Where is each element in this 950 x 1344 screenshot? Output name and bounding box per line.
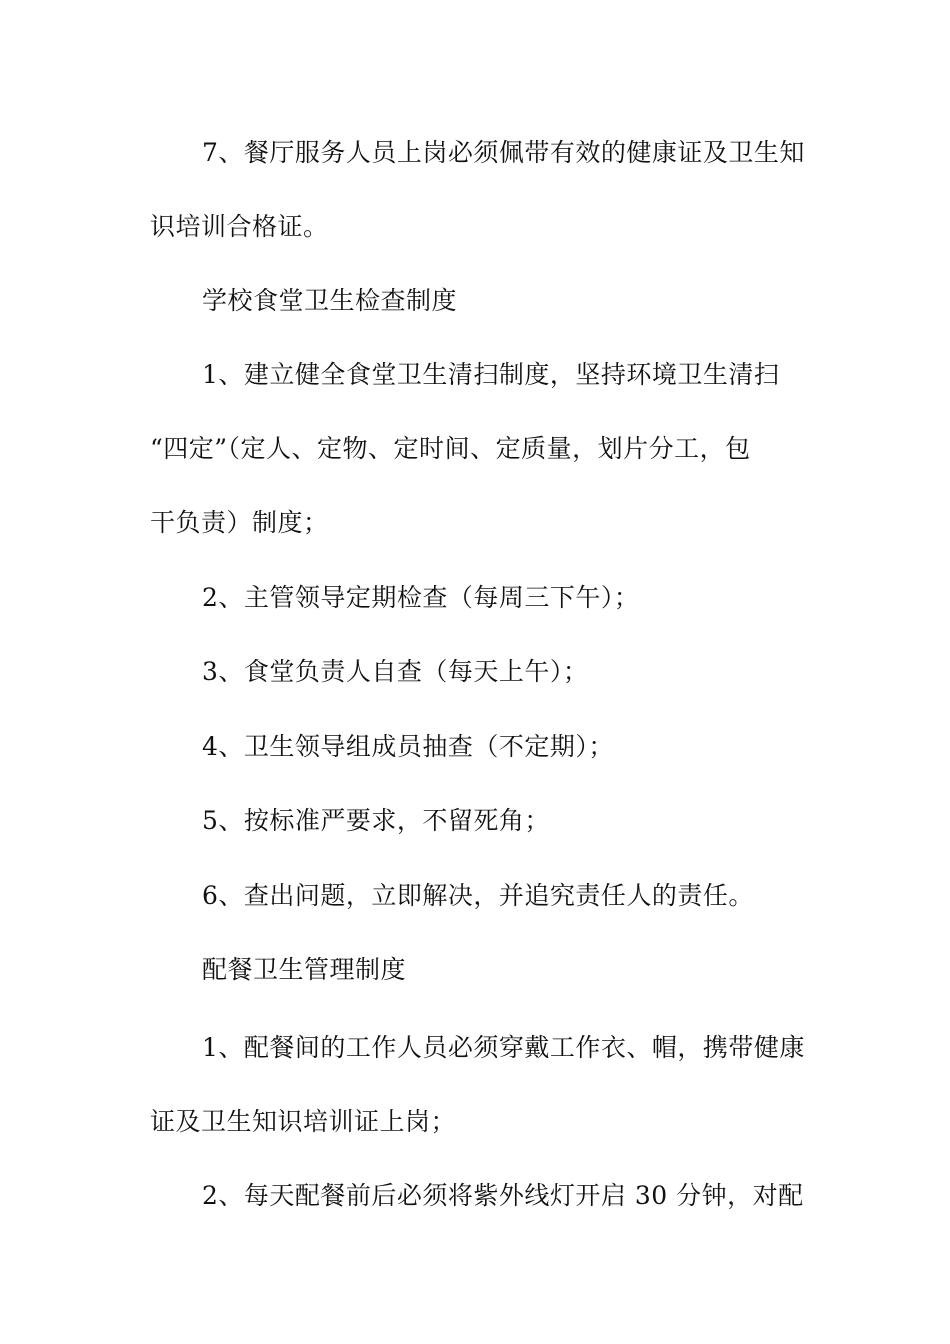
paragraph-line: 干负责）制度； — [150, 508, 329, 537]
paragraph-line: 识培训合格证。 — [150, 212, 329, 241]
paragraph-line: 2、主管领导定期检查（每周三下午）； — [202, 583, 640, 612]
paragraph-line: 2、每天配餐前后必须将紫外线灯开启 30 分钟，对配 — [202, 1181, 804, 1210]
section-heading: 配餐卫生管理制度 — [202, 955, 407, 984]
paragraph-line: 1、配餐间的工作人员必须穿戴工作衣、帽，携带健康 — [202, 1033, 805, 1062]
paragraph-line: 7、餐厅服务人员上岗必须佩带有效的健康证及卫生知 — [202, 138, 805, 167]
paragraph-line: 5、按标准严要求，不留死角； — [202, 806, 550, 835]
paragraph-line: 证及卫生知识培训证上岗； — [150, 1107, 457, 1136]
paragraph-line: 4、卫生领导组成员抽查（不定期）； — [202, 732, 614, 761]
paragraph-line: 3、食堂负责人自查（每天上午）； — [202, 657, 589, 686]
paragraph-line: 1、建立健全食堂卫生清扫制度，坚持环境卫生清扫 — [202, 360, 780, 389]
section-heading: 学校食堂卫生检查制度 — [202, 286, 458, 315]
paragraph-line: 6、查出问题，立即解决，并追究责任人的责任。 — [202, 881, 754, 910]
paragraph-line: “四定”（定人、定物、定时间、定质量，划片分工，包 — [150, 434, 751, 463]
